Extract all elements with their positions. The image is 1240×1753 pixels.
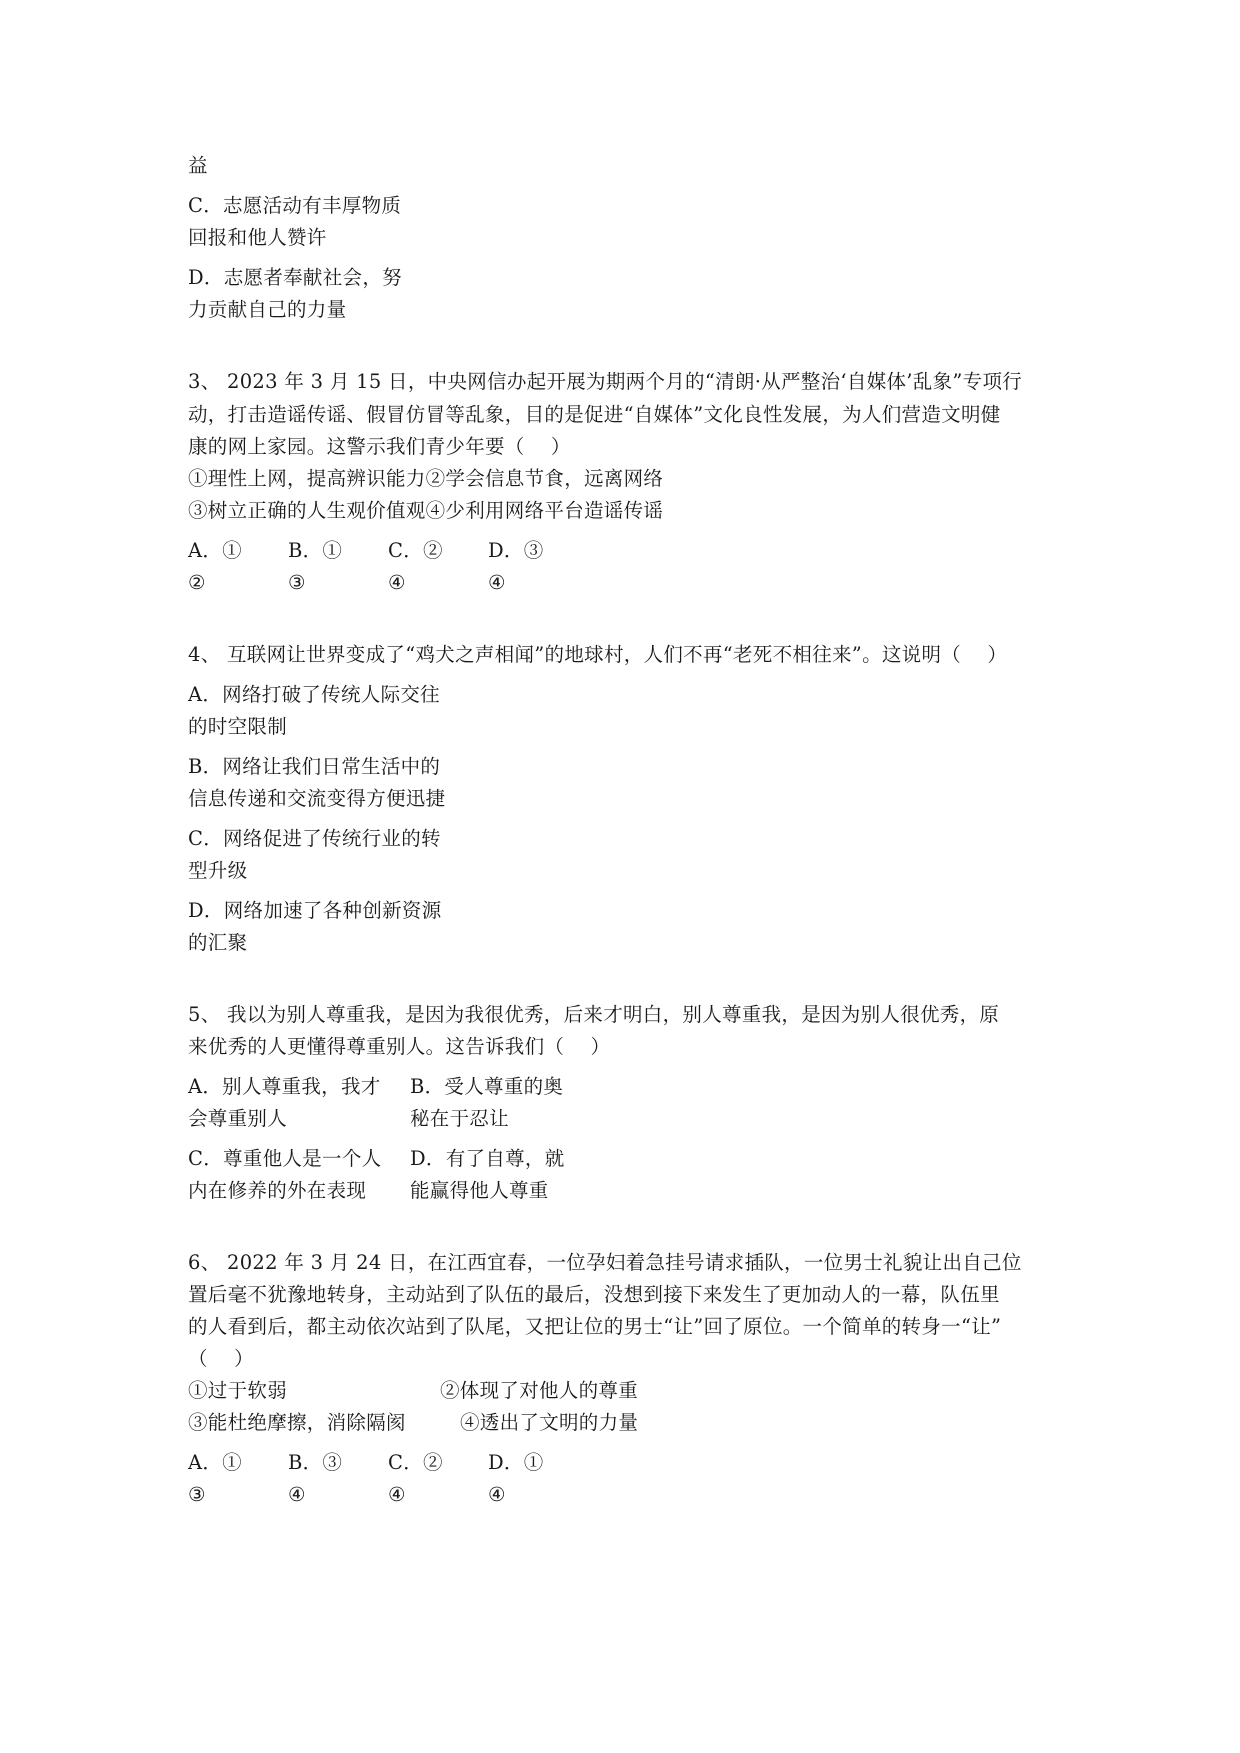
q3-option-c-line1: C．② <box>388 539 443 562</box>
prev-option-d-line2: 力贡献自己的力量 <box>188 298 347 321</box>
q4-option-a-line2: 的时空限制 <box>188 715 288 738</box>
q4-option-c-line2: 型升级 <box>188 859 248 882</box>
q5-option-b-line2: 秘在于忍让 <box>410 1107 510 1130</box>
q3-option-a-line2: ② <box>188 571 206 594</box>
q6-stem-line3: 的人看到后，都主动依次站到了队尾，又把让位的男士“让”回了原位。一个简单的转身一“让” <box>188 1315 1002 1338</box>
q3-option-c-line2: ④ <box>388 571 406 594</box>
prev-option-c-line1: C．志愿活动有丰厚物质 <box>188 194 402 217</box>
q3-stem-line2: 动，打击造谣传谣、假冒仿冒等乱象，目的是促进“自媒体”文化良性发展，为人们营造文明健 <box>188 403 1001 426</box>
q4-option-b-line2: 信息传递和交流变得方便迅捷 <box>188 787 446 810</box>
q6-option-c-line1: C．② <box>388 1451 443 1474</box>
q3-option-d-line2: ④ <box>488 571 506 594</box>
q5-option-c-line2: 内在修养的外在表现 <box>188 1179 367 1202</box>
q6-option-c-line2: ④ <box>388 1483 406 1506</box>
prev-option-d-line1: D．志愿者奉献社会，努 <box>188 266 402 289</box>
q3-option-a-line1: A．① <box>188 539 242 562</box>
q5-option-a-line1: A．别人尊重我，我才 <box>188 1075 381 1098</box>
q5-option-c-line1: C．尊重他人是一个人 <box>188 1147 382 1170</box>
q6-item-4: ④透出了文明的力量 <box>460 1411 639 1434</box>
q6-option-d-line2: ④ <box>488 1483 506 1506</box>
q4-stem-line1: 4、 互联网让世界变成了“鸡犬之声相闻”的地球村，人们不再“老死不相往来”。这说明（ ） <box>188 643 1008 666</box>
q3-items-line2: ③树立正确的人生观价值观④少利用网络平台造谣传谣 <box>188 499 664 522</box>
q6-stem-line2: 置后毫不犹豫地转身，主动站到了队伍的最后，没想到接下来发生了更加动人的一幕，队伍里 <box>188 1283 1000 1306</box>
q5-option-a-line2: 会尊重别人 <box>188 1107 288 1130</box>
q4-option-a-line1: A．网络打破了传统人际交往 <box>188 683 440 706</box>
q6-stem-line1: 6、 2022 年 3 月 24 日，在江西宜春，一位孕妇着急挂号请求插队，一位男士礼貌让出自己位 <box>188 1251 1022 1274</box>
prev-option-b-line2: 益 <box>188 154 208 177</box>
q4-option-c-line1: C．网络促进了传统行业的转 <box>188 827 441 850</box>
q6-item-1: ①过于软弱 <box>188 1379 288 1402</box>
q6-option-b-line1: B．③ <box>288 1451 343 1474</box>
q6-option-a-line2: ③ <box>188 1483 206 1506</box>
q3-option-b-line1: B．① <box>288 539 343 562</box>
q6-stem-line4: （ ） <box>188 1347 254 1370</box>
q4-option-b-line1: B．网络让我们日常生活中的 <box>188 755 441 778</box>
q6-item-2: ②体现了对他人的尊重 <box>440 1379 639 1402</box>
q3-option-b-line2: ③ <box>288 571 306 594</box>
q4-option-d-line2: 的汇聚 <box>188 931 248 954</box>
q6-option-a-line1: A．① <box>188 1451 242 1474</box>
prev-option-c-line2: 回报和他人赞许 <box>188 226 327 249</box>
q5-option-d-line2: 能赢得他人尊重 <box>410 1179 549 1202</box>
q3-items-line1: ①理性上网，提高辨识能力②学会信息节食，远离网络 <box>188 467 664 490</box>
q5-stem-line2: 来优秀的人更懂得尊重别人。这告诉我们（ ） <box>188 1035 611 1058</box>
q6-option-d-line1: D．① <box>488 1451 544 1474</box>
q5-option-d-line1: D．有了自尊，就 <box>410 1147 565 1170</box>
q6-option-b-line2: ④ <box>288 1483 306 1506</box>
q6-item-3: ③能杜绝摩擦，消除隔阂 <box>188 1411 406 1434</box>
q3-option-d-line1: D．③ <box>488 539 544 562</box>
q4-option-d-line1: D．网络加速了各种创新资源 <box>188 899 442 922</box>
q5-stem-line1: 5、 我以为别人尊重我，是因为我很优秀，后来才明白，别人尊重我，是因为别人很优秀，原 <box>188 1003 1000 1026</box>
q3-stem-line1: 3、 2023 年 3 月 15 日，中央网信办起开展为期两个月的“清朗·从严整治‘自媒体’乱象”专项行 <box>188 370 1023 393</box>
q3-stem-line3: 康的网上家园。这警示我们青少年要（ ） <box>188 435 571 458</box>
q5-option-b-line1: B．受人尊重的奥 <box>410 1075 564 1098</box>
